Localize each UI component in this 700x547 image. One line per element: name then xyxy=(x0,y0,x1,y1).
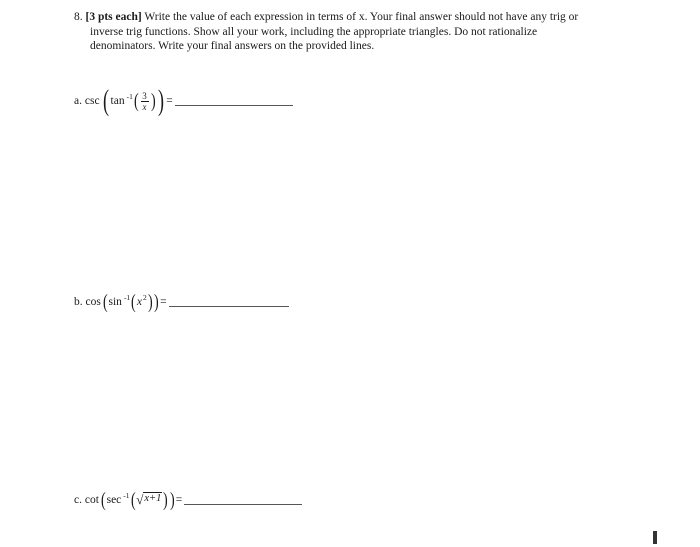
question-instructions xyxy=(74,10,634,54)
radical-sign-icon: √ xyxy=(136,492,144,507)
radicand-c: x+1 xyxy=(144,493,162,504)
problem-c xyxy=(74,490,302,510)
points-label: [3 pts each] xyxy=(85,11,142,23)
fraction-a xyxy=(141,91,149,112)
answer-line-c[interactable] xyxy=(184,503,302,505)
inverse-exponent-a: -1 xyxy=(126,91,133,101)
close-paren-inner-b: ) xyxy=(147,291,153,313)
part-label-c: c. xyxy=(74,494,82,506)
answer-line-a[interactable] xyxy=(175,104,293,106)
denominator-a: x xyxy=(142,101,147,112)
open-paren-outer-a: ( xyxy=(102,84,109,117)
inner-function-b: sin xyxy=(108,296,122,308)
text-cursor-icon xyxy=(653,531,657,544)
open-paren-inner-a: ( xyxy=(133,90,139,112)
outer-function-a: csc xyxy=(84,95,100,107)
close-paren-inner-c: ) xyxy=(163,489,169,511)
equals-a: = xyxy=(166,95,173,107)
open-paren-outer-b: ( xyxy=(102,291,108,313)
numerator-a: 3 xyxy=(142,90,147,101)
open-paren-inner-b: ( xyxy=(131,291,136,313)
inverse-exponent-c: -1 xyxy=(123,490,130,500)
open-paren-outer-c: ( xyxy=(100,489,106,511)
inverse-exponent-b: -1 xyxy=(123,292,131,302)
instruction-line-2: inverse trig functions. Show all your work, including the appropriate triangles. Do not rationalize xyxy=(90,25,538,38)
instruction-text-1: Write the value of each expression in terms of x. Your final answer should not have any trig or xyxy=(144,11,579,23)
argument-base-b: x xyxy=(136,296,142,308)
answer-line-b[interactable] xyxy=(169,305,289,307)
question-number: 8. xyxy=(74,11,83,23)
close-paren-outer-a: ) xyxy=(158,84,165,117)
part-label-b: b. xyxy=(74,296,83,308)
outer-function-c: cot xyxy=(84,494,99,506)
argument-exponent-b: 2 xyxy=(142,292,147,302)
part-label-a: a. xyxy=(74,95,82,107)
instruction-line-1 xyxy=(74,10,634,25)
instruction-line-3: denominators. Write your final answers on the provided lines. xyxy=(90,40,375,52)
inner-function-c: sec xyxy=(106,494,122,506)
close-paren-outer-b: ) xyxy=(154,291,160,313)
open-paren-inner-c: ( xyxy=(130,489,136,511)
close-paren-outer-c: ) xyxy=(170,489,175,511)
outer-function-b: cos xyxy=(85,296,101,308)
equals-c: = xyxy=(175,494,183,506)
square-root-c xyxy=(136,492,162,508)
problem-a xyxy=(74,86,293,116)
close-paren-inner-a: ) xyxy=(150,90,156,112)
inner-function-a: tan xyxy=(110,95,125,107)
problem-b xyxy=(74,292,289,312)
equals-b: = xyxy=(160,296,167,308)
